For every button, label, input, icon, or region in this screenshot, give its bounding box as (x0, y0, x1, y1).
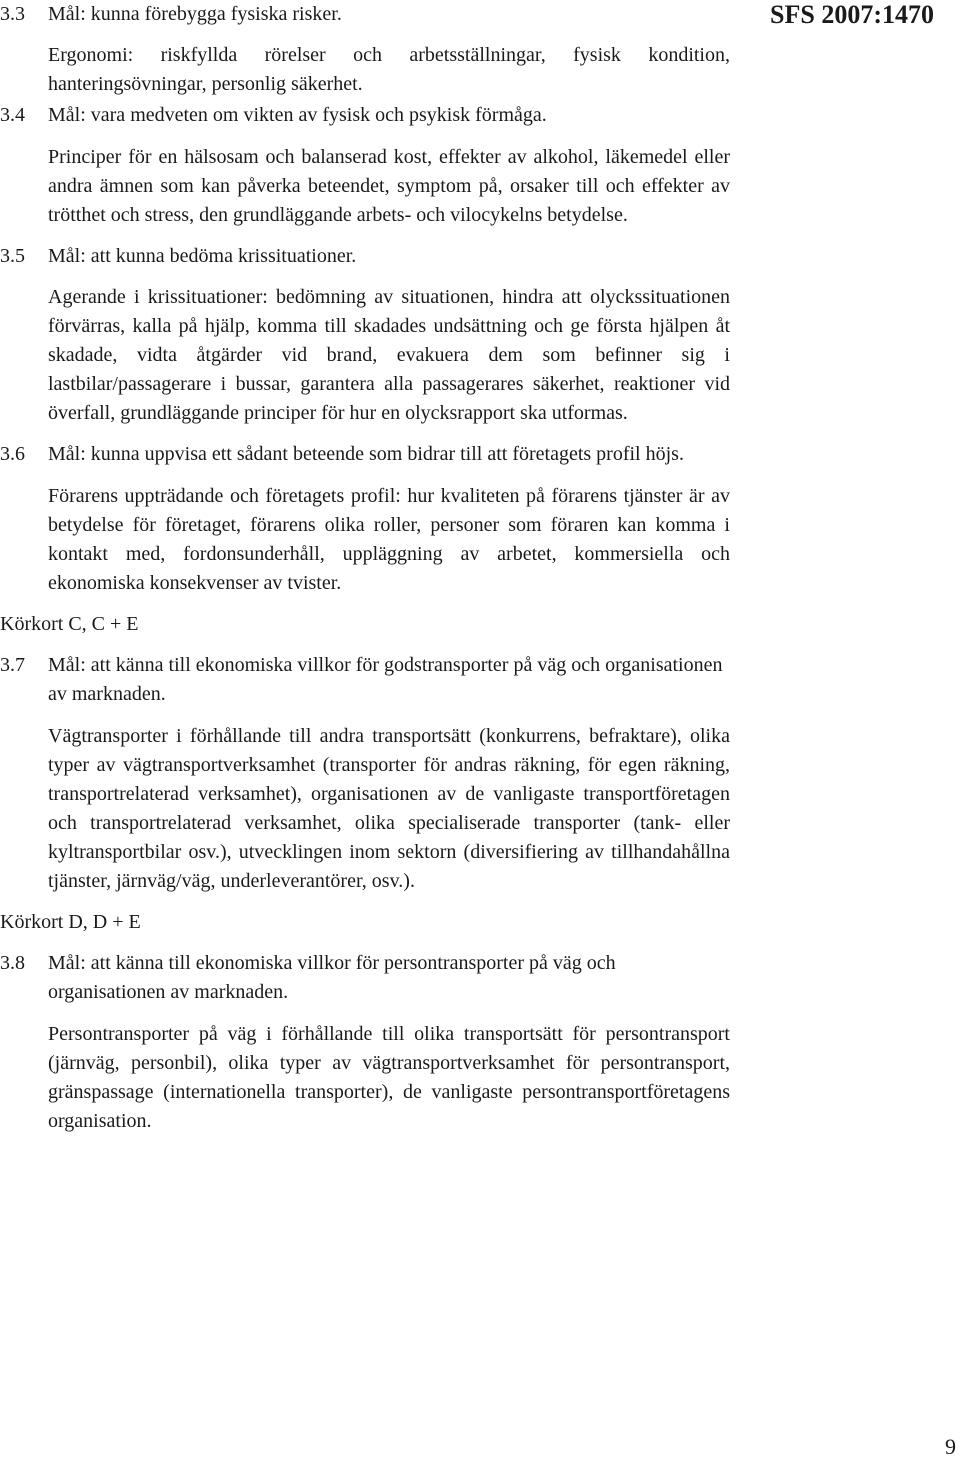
paragraph-3-5: Agerande i krissituationer: bedömning av situationen, hindra att olyckssituationen förvärras, kalla på hjälp, komma till skadades undsättning och ge första hjälpen åt skadade, vidta åtgärder vid brand, evakuera dem som befinner sig i lastbilar/passagerare i bussar, garantera alla passagerares säkerhet, reaktioner vid överfall, grundläggande principer för hur en olycksrapport ska utformas. (48, 286, 730, 424)
page-number: 9 (945, 1434, 956, 1459)
section-number: 3.3 (0, 3, 25, 25)
goal-text: Mål: vara medveten om vikten av fysisk och psykisk förmåga. (48, 104, 547, 126)
goal-3-8 (0, 949, 730, 1007)
goal-3-6 (0, 440, 730, 469)
section-number: 3.4 (0, 104, 25, 126)
goal-3-7 (0, 651, 730, 709)
paragraph-3-4: Principer för en hälsosam och balanserad kost, effekter av alkohol, läkemedel eller andra ämnen som kan påverka beteendet, symptom på, orsaker till och effekter av trötthet och stress, den grundläggande arbets- och vilocykelns betydelse. (48, 146, 730, 226)
document-reference: SFS 2007:1470 (770, 0, 934, 29)
paragraph-3-3: Ergonomi: riskfyllda rörelser och arbetsställningar, fysisk kondition, hanteringsövningar, personlig säkerhet. (48, 44, 730, 95)
goal-text: Mål: kunna uppvisa ett sådant beteende som bidrar till att företagets profil höjs. (48, 443, 684, 465)
goal-3-4 (0, 101, 730, 130)
goal-3-3 (0, 0, 730, 29)
license-heading-d: Körkort D, D + E (0, 911, 141, 933)
paragraph-3-6: Förarens uppträdande och företagets profil: hur kvaliteten på förarens tjänster är av betydelse för företaget, förarens olika roller, personer som föraren kan komma i kontakt med, fordonsunderhåll, uppläggning av arbetet, kommersiella och ekonomiska konsekvenser av tvister. (48, 485, 730, 594)
section-number: 3.7 (0, 654, 25, 676)
goal-text: Mål: att känna till ekonomiska villkor för persontransporter på väg och organisationen av marknaden. (48, 952, 616, 1003)
section-number: 3.5 (0, 245, 25, 267)
goal-text: Mål: att kunna bedöma krissituationer. (48, 245, 357, 267)
paragraph-3-8: Persontransporter på väg i förhållande till olika transportsätt för persontransport (järnväg, personbil), olika typer av vägtransportverksamhet för persontransport, gränspassage (internationella transporter), de vanligaste persontransportföretagens organisation. (48, 1023, 730, 1132)
goal-text: Mål: att känna till ekonomiska villkor för godstransporter på väg och organisationen av marknaden. (48, 654, 723, 705)
goal-text: Mål: kunna förebygga fysiska risker. (48, 3, 342, 25)
goal-3-5 (0, 242, 730, 271)
license-heading-c: Körkort C, C + E (0, 613, 139, 635)
paragraph-3-7: Vägtransporter i förhållande till andra transportsätt (konkurrens, befraktare), olika typer av vägtransportverksamhet (transporter för andras räkning, för egen räkning, transportrelaterad verksamhet), organisationen av de vanligaste transportföretagen och transportrelaterad verksamhet, olika specialiserade transporter (tank- eller kyltransportbilar osv.), utvecklingen inom sektorn (diversifiering av tillhandahållna tjänster, järnväg/väg, underleverantörer, osv.). (48, 725, 730, 892)
section-number: 3.8 (0, 952, 25, 974)
section-number: 3.6 (0, 443, 25, 465)
